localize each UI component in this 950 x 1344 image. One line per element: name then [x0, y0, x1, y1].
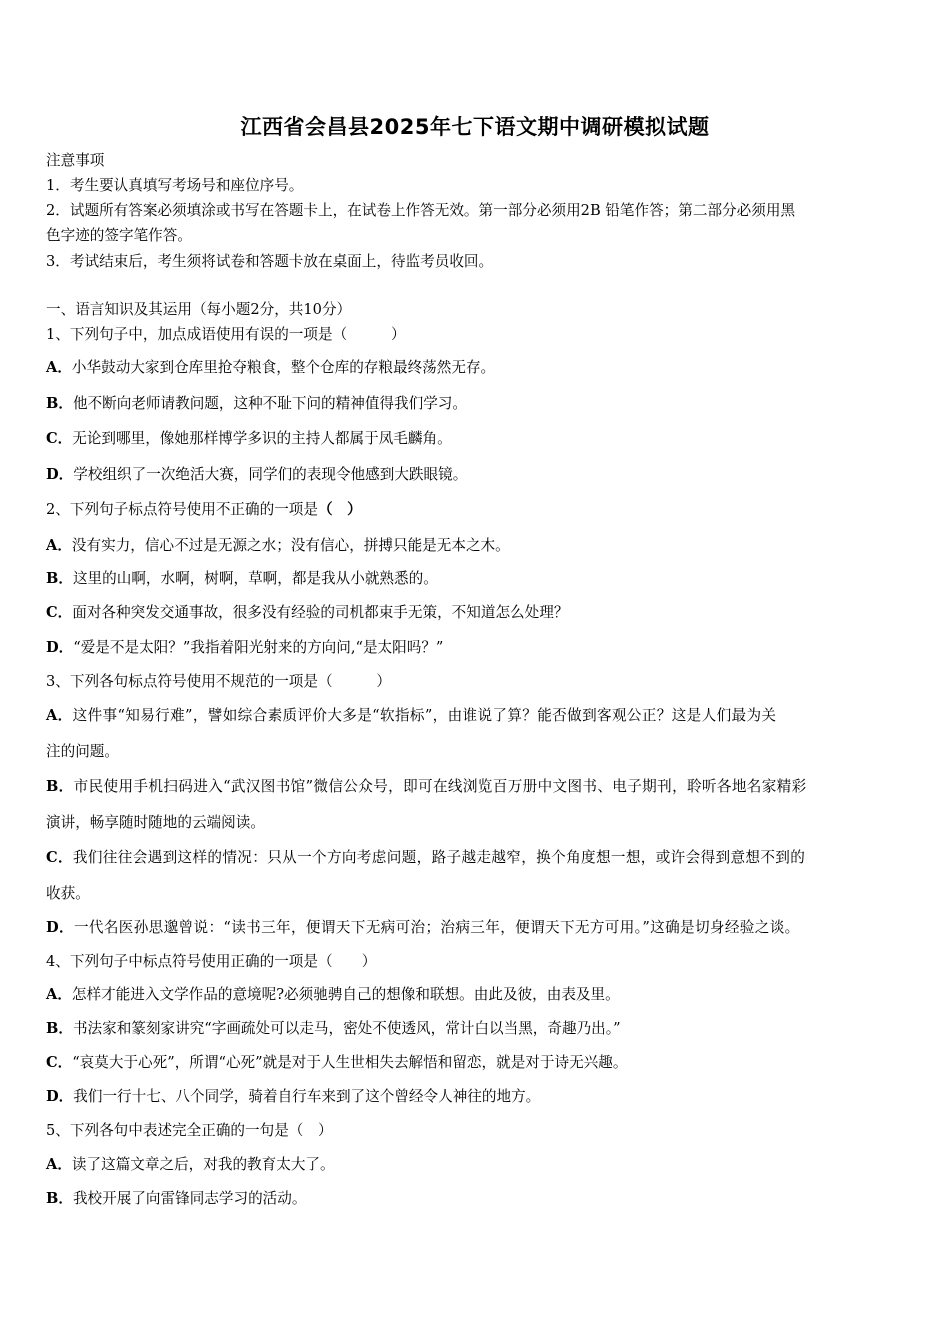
option-label: A．: [46, 707, 73, 724]
notice-item: 1．考生要认真填写考场号和座位序号。: [46, 177, 304, 194]
question-stem: 4、下列句子中标点符号使用正确的一项是（ ）: [46, 953, 377, 970]
option-a: [46, 1155, 335, 1175]
option-c: [46, 429, 452, 449]
option-text: 这里的山啊，水啊，树啊，草啊，都是我从小就熟悉的。: [72, 570, 438, 587]
option-continuation: 收获。: [46, 885, 90, 902]
option-label: C．: [46, 1054, 73, 1071]
option-text: 市民使用手机扫码进入“武汉图书馆”微信公众号，即可在线浏览百万册中文图书、电子期刊，聆听各地名家精彩: [73, 778, 807, 795]
option-label: B．: [46, 1190, 73, 1207]
option-text: 我们一行十七、八个同学，骑着自行车来到了这个曾经令人神往的地方。: [73, 1088, 541, 1105]
option-d: [46, 918, 800, 938]
option-label: A．: [46, 1156, 72, 1173]
page-title: 江西省会昌县2025年七下语文期中调研模拟试题: [240, 115, 710, 139]
question-stem: [46, 500, 362, 520]
notice-item-continuation: 色字迹的签字笔作答。: [46, 227, 192, 244]
option-a: [46, 706, 776, 726]
option-label: C．: [46, 430, 73, 447]
option-b: [46, 569, 438, 589]
option-c: [46, 1053, 627, 1073]
option-a: [46, 985, 620, 1005]
option-text: 我校开展了向雷锋同志学习的活动。: [72, 1190, 307, 1207]
option-b: [46, 1019, 621, 1039]
option-text: “爱是不是太阳？”我指着阳光射来的方向问,“是太阳吗？”: [73, 639, 444, 656]
notice-item: 3．考试结束后，考生须将试卷和答题卡放在桌面上，待监考员收回。: [46, 253, 494, 270]
question-stem: 3、下列各句标点符号使用不规范的一项是（ ）: [46, 673, 391, 690]
option-text: 没有实力，信心不过是无源之水；没有信心，拼搏只能是无本之木。: [71, 537, 510, 554]
option-text: 我们往往会遇到这样的情况：只从一个方向考虑问题，路子越走越窄，换个角度想一想，或许会得到意想不到的: [72, 849, 806, 866]
answer-bracket: （ ）: [317, 501, 362, 518]
option-b: [46, 1189, 306, 1209]
question-stem: 5、下列各句中表述完全正确的一句是（ ）: [46, 1122, 333, 1139]
option-b: [46, 777, 807, 797]
option-continuation: 注的问题。: [46, 743, 119, 760]
option-text: 无论到哪里，像她那样博学多识的主持人都属于凤毛麟角。: [72, 430, 452, 447]
option-text: 学校组织了一次绝活大赛，同学们的表现令他感到大跌眼镜。: [73, 466, 468, 483]
option-d: [46, 1087, 540, 1107]
option-text: 这件事“知易行难”，譬如综合素质评价大多是“软指标”，由谁说了算？能否做到客观公正？这是人们最为关: [72, 707, 777, 724]
option-c: [46, 603, 568, 623]
option-c: [46, 848, 805, 868]
option-text: “哀莫大于心死”，所谓“心死”就是对于人生世相失去解悟和留恋，就是对于诗无兴趣。: [72, 1054, 628, 1071]
option-label: A．: [46, 359, 72, 376]
option-label: A．: [46, 537, 72, 554]
question-stem: 1、下列句子中，加点成语使用有误的一项是（ ）: [46, 326, 406, 343]
option-a: [46, 536, 510, 556]
option-text: 怎样才能进入文学作品的意境呢?必须驰骋自己的想像和联想。由此及彼，由表及里。: [71, 986, 620, 1003]
option-text: 读了这篇文章之后，对我的教育太大了。: [71, 1156, 335, 1173]
option-label: B．: [46, 395, 73, 412]
option-d: [46, 638, 443, 658]
option-text: 面对各种突发交通事故，很多没有经验的司机都束手无策，不知道怎么处理？: [72, 604, 569, 621]
option-label: D．: [46, 639, 74, 656]
option-label: C．: [46, 849, 73, 866]
notice-heading: 注意事项: [46, 152, 105, 169]
section-heading: 一、语言知识及其运用（每小题2分，共10分）: [46, 301, 352, 318]
option-b: [46, 394, 467, 414]
option-d: [46, 465, 467, 485]
option-text: 一代名医孙思邈曾说：“读书三年，便谓天下无病可治；治病三年，便谓天下无方可用。”这确是切身经验之谈。: [73, 919, 800, 936]
option-continuation: 演讲，畅享随时随地的云端阅读。: [46, 814, 265, 831]
question-stem-text: 2、下列句子标点符号使用不正确的一项是: [46, 501, 318, 518]
notice-item: 2．试题所有答案必须填涂或书写在答题卡上，在试卷上作答无效。第一部分必须用2B 铅笔作答；第二部分必须用黑: [46, 202, 796, 219]
option-a: [46, 358, 495, 378]
option-label: B．: [46, 778, 74, 795]
option-label: B．: [46, 570, 73, 587]
option-label: C．: [46, 604, 73, 621]
option-label: A．: [46, 986, 72, 1003]
option-label: D．: [46, 919, 74, 936]
option-text: 书法家和篆刻家讲究“字画疏处可以走马，密处不使透风，常计白以当黑，奇趣乃出。”: [72, 1020, 621, 1037]
option-text: 他不断向老师请教问题，这种不耻下问的精神值得我们学习。: [72, 395, 467, 412]
option-label: B．: [46, 1020, 73, 1037]
option-label: D．: [46, 1088, 74, 1105]
option-label: D．: [46, 466, 74, 483]
option-text: 小华鼓动大家到仓库里抢夺粮食，整个仓库的存粮最终荡然无存。: [71, 359, 496, 376]
